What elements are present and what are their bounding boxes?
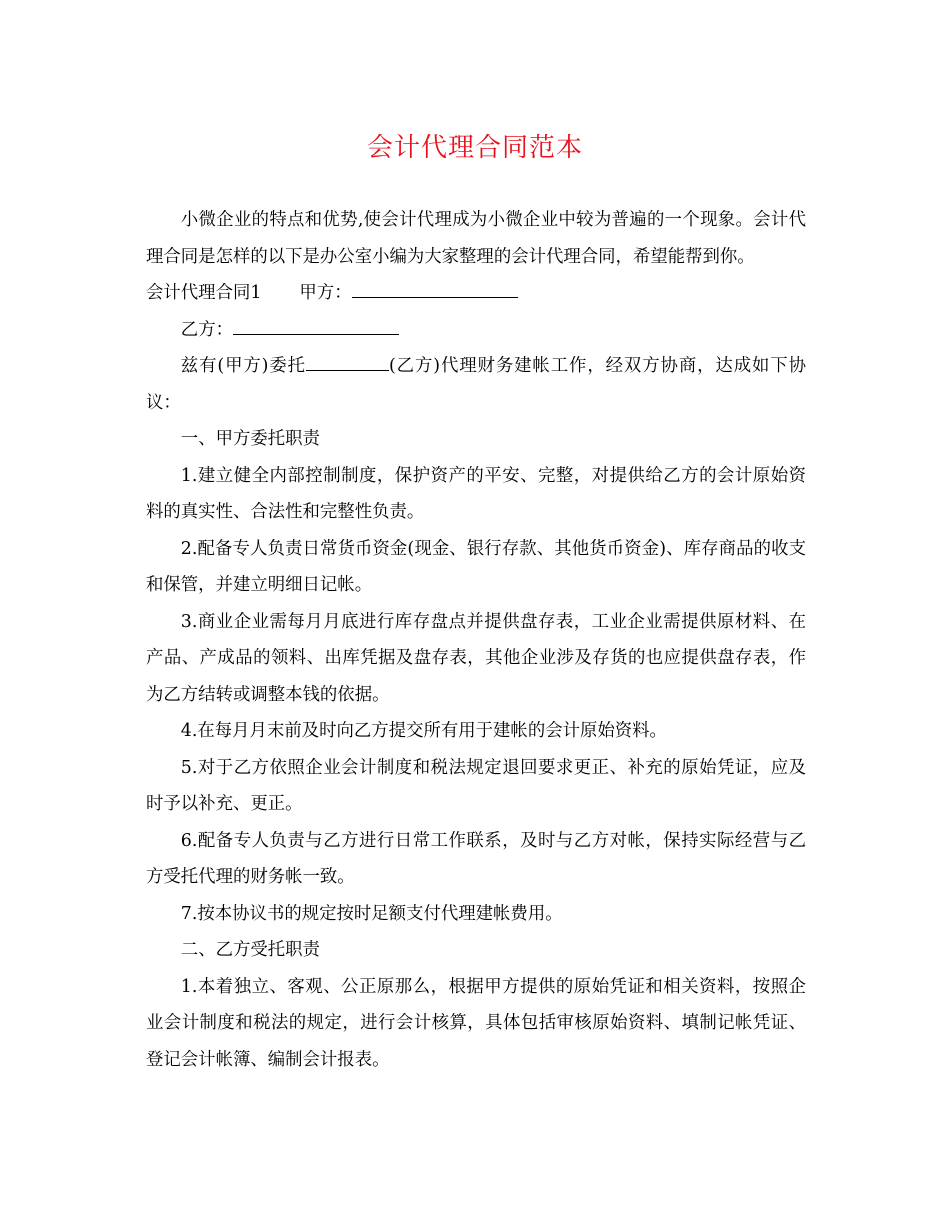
document-title: 会计代理合同范本: [366, 133, 583, 163]
entrust-suffix: (乙方)代理财务建帐工作，经双方协商，达成如下协议：: [146, 356, 806, 413]
intro-paragraph: 小微企业的特点和优势,使会计代理成为小微企业中较为普遍的一个现象。会计代理合同是怎样的以下是办公室小编为大家整理的会计代理合同，希望能帮到你。: [146, 210, 806, 267]
section1-item-2: 2.配备专人负责日常货币资金(现金、银行存款、其他货币资金)、库存商品的收支和保管，并建立明细日记帐。: [146, 538, 806, 595]
section1-item-1: 1.建立健全内部控制制度，保护资产的平安、完整，对提供给乙方的会计原始资料的真实性、合法性和完整性负责。: [146, 465, 806, 522]
section1-item-6: 6.配备专人负责与乙方进行日常工作联系，及时与乙方对帐，保持实际经营与乙方受托代理的财务帐一致。: [146, 830, 806, 887]
document-body: [146, 202, 806, 1078]
party-a-blank: [352, 279, 518, 298]
section2-heading: 二、乙方受托职责: [180, 940, 320, 960]
section1-heading: 一、甲方委托职责: [180, 429, 320, 449]
section1-item-7: 7.按本协议书的规定按时足额支付代理建帐费用。: [180, 903, 563, 924]
contract-heading: 会计代理合同1: [146, 283, 262, 303]
section1-item-3: 3.商业企业需每月月底进行库存盘点并提供盘存表，工业企业需提供原材料、在产品、产成品的领料、出库凭据及盘存表，其他企业涉及存货的也应提供盘存表，作为乙方结转或调整本钱的依据。: [146, 611, 806, 705]
party-b-line: [146, 312, 806, 349]
party-b-blank: [233, 315, 399, 334]
entrust-blank: [306, 352, 389, 371]
entrust-prefix: 兹有(甲方)委托: [180, 356, 306, 376]
party-a-label: 甲方：: [299, 283, 352, 303]
section2-item-1: 1.本着独立、客观、公正原那么，根据甲方提供的原始凭证和相关资料，按照企业会计制度和税法的规定，进行会计核算，具体包括审核原始资料、填制记帐凭证、登记会计帐簿、编制会计报表。: [146, 976, 806, 1070]
contract-heading-line: [146, 275, 806, 312]
entrust-paragraph: [146, 348, 806, 421]
section1-item-4: 4.在每月月末前及时向乙方提交所有用于建帐的会计原始资料。: [180, 721, 667, 741]
section1-item-5: 5.对于乙方依照企业会计制度和税法规定退回要求更正、补充的原始凭证，应及时予以补充、更正。: [146, 757, 806, 814]
party-b-label: 乙方：: [180, 319, 233, 340]
